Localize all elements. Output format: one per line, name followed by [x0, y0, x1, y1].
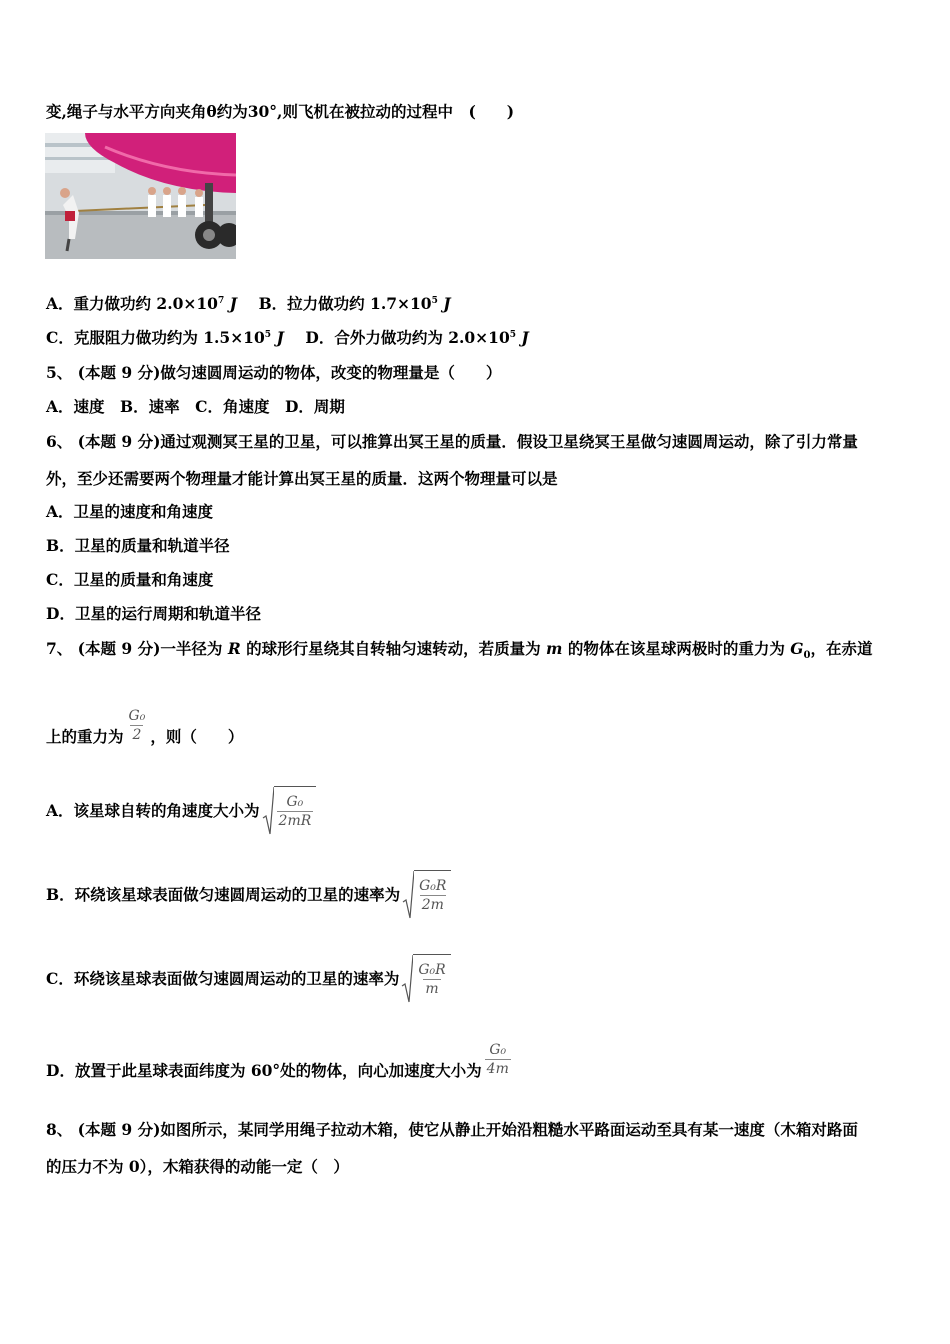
q7-stem-part2: 的球形行星绕其自转轴匀速转动，若质量为 — [240, 639, 547, 658]
q8-stem-line1: 8、 (本题 9 分)如图所示，某同学用绳子拉动木箱，使它从静止开始沿粗糙水平路面运动至具有某一速度（木箱对路面 — [46, 1120, 858, 1139]
sqrt-symbol — [401, 954, 450, 1004]
q5-options: A．速度 B．速率 C．角速度 D．周期 — [46, 397, 345, 416]
q4-options-ab — [46, 294, 451, 314]
q4-option-a-exponent: 7 — [217, 295, 225, 306]
q4-option-d: D．合外力做功约为 2.0×10 — [305, 328, 510, 347]
q6-stem-line2: 外，至少还需要两个物理量才能计算出冥王星的质量．这两个物理量可以是 — [46, 469, 558, 488]
q7-symbol-g: G — [790, 639, 804, 658]
fraction-numerator: G₀ — [286, 794, 304, 810]
q7-line2-prefix: 上的重力为 — [46, 727, 124, 746]
q6-option-b: B．卫星的质量和轨道半径 — [46, 536, 230, 555]
q4-option-a: A．重力做功约 2.0×10 — [46, 294, 218, 313]
q7-stem-part1: 7、 (本题 9 分)一半径为 — [46, 639, 228, 658]
fraction-denominator: 2mR — [278, 813, 312, 829]
fraction-denominator: 4m — [486, 1060, 509, 1077]
q6-option-a: A．卫星的速度和角速度 — [46, 502, 214, 521]
q8-stem-line2: 的压力不为 0），木箱获得的动能一定（ ） — [46, 1157, 349, 1176]
q4-option-b-unit: J — [443, 294, 451, 313]
q7-equator-gravity-fraction — [127, 707, 148, 744]
q7-option-b-text: B．环绕该星球表面做匀速圆周运动的卫星的速率为 — [46, 885, 401, 904]
fraction-numerator: G₀R — [419, 878, 447, 894]
q7-option-b — [46, 868, 451, 922]
q7-option-d — [46, 1034, 514, 1084]
q4-option-a-unit: J — [229, 294, 237, 313]
q6-option-c: C．卫星的质量和角速度 — [46, 570, 214, 589]
q4-stem-tail — [46, 102, 514, 122]
fraction-denominator: 2 — [132, 726, 142, 743]
q7-option-d-text: D．放置于此星球表面纬度为 60°处的物体，向心加速度大小为 — [46, 1061, 482, 1080]
q4-stem-text: 变,绳子与水平方向夹角θ约为30°,则飞机在被拉动的过程中 ( ) — [46, 102, 515, 121]
airplane-photo-illustration — [45, 133, 236, 259]
q7-line2-suffix: ，则（ ） — [150, 727, 244, 746]
fraction-denominator: 2m — [421, 897, 444, 913]
q7-stem — [46, 639, 873, 662]
q7-symbol-g-sub: 0 — [803, 650, 811, 662]
q4-options-cd — [46, 328, 529, 348]
q4-option-c: C．克服阻力做功约为 1.5×10 — [46, 328, 265, 347]
q7-line2 — [46, 700, 243, 750]
q4-option-d-exponent: 5 — [509, 329, 517, 340]
sqrt-symbol — [402, 870, 451, 920]
fraction-numerator: G₀ — [128, 707, 146, 724]
q7-option-a-text: A．该星球自转的角速度大小为 — [46, 801, 260, 820]
q4-option-c-exponent: 5 — [264, 329, 272, 340]
fraction-numerator: G₀ — [489, 1041, 507, 1058]
q7-option-a — [46, 784, 316, 838]
q7-symbol-m: m — [546, 639, 563, 658]
q7-stem-part3: 的物体在该星球两极时的重力为 — [562, 639, 791, 658]
q7-option-c — [46, 952, 451, 1006]
q7-stem-part4: ，在赤道 — [810, 639, 873, 658]
q6-option-d: D．卫星的运行周期和轨道半径 — [46, 604, 261, 623]
q4-option-b: B．拉力做功约 1.7×10 — [258, 294, 432, 313]
q7-option-c-text: C．环绕该星球表面做匀速圆周运动的卫星的速率为 — [46, 969, 400, 988]
q4-option-d-unit: J — [521, 328, 529, 347]
q4-option-c-unit: J — [276, 328, 284, 347]
fraction-numerator: G₀R — [418, 962, 446, 978]
q7-symbol-r: R — [227, 639, 241, 658]
fraction-denominator: m — [425, 981, 439, 997]
q5-stem: 5、 (本题 9 分)做匀速圆周运动的物体，改变的物理量是（ ） — [46, 363, 502, 382]
sqrt-symbol — [262, 786, 317, 836]
airplane-pulling-photo — [45, 133, 236, 259]
q4-option-b-exponent: 5 — [431, 295, 438, 306]
q6-stem-line1: 6、 (本题 9 分)通过观测冥王星的卫星，可以推算出冥王星的质量．假设卫星绕冥王星做匀速圆周运动，除了引力常量 — [46, 432, 858, 451]
q7-option-d-fraction — [485, 1041, 511, 1078]
